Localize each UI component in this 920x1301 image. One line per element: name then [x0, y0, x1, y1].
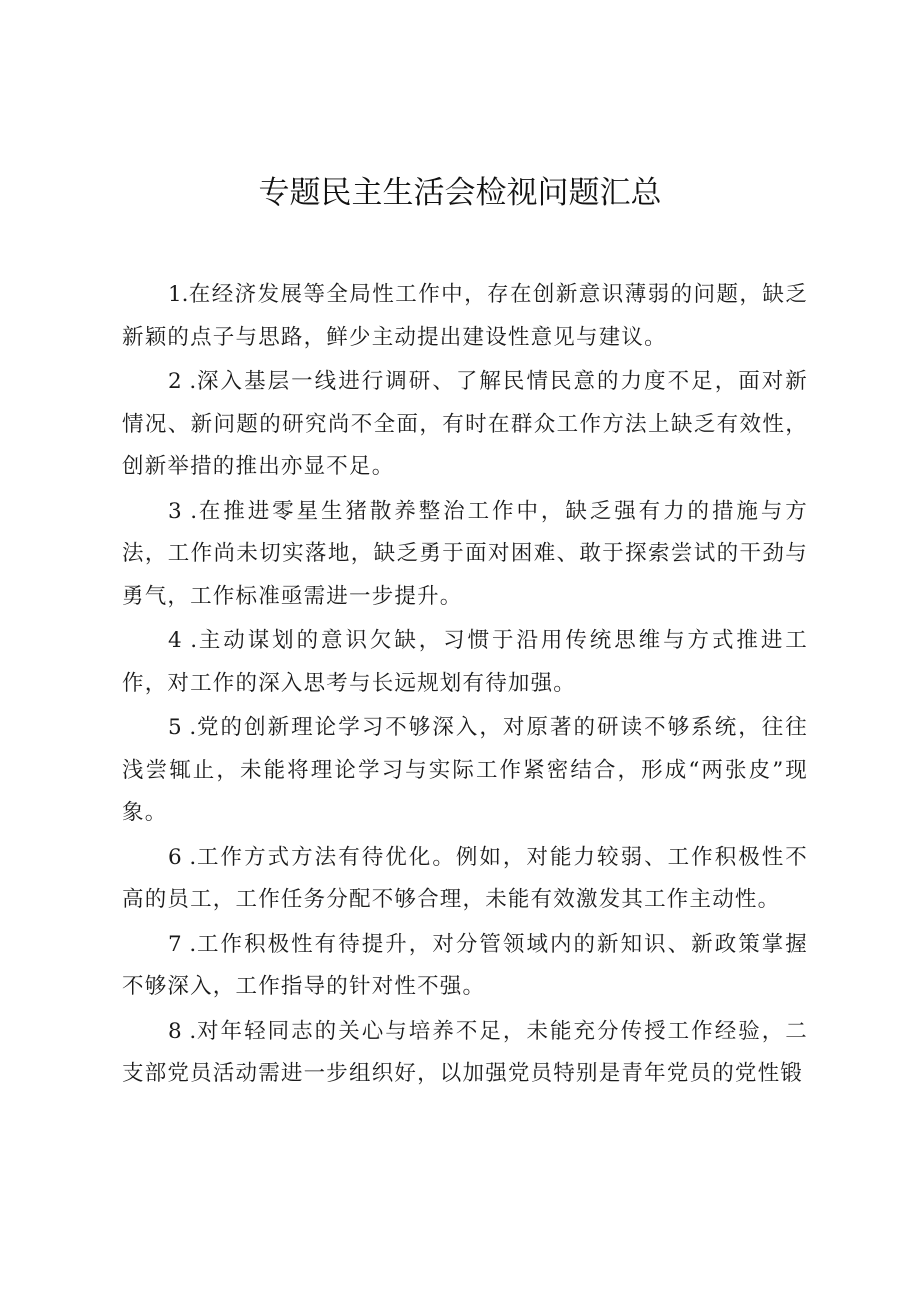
- item-number: 7 .: [168, 931, 197, 957]
- item-number: 6 .: [168, 844, 197, 870]
- list-item: [122, 924, 808, 1009]
- list-item: [122, 837, 808, 922]
- item-number: 3 .: [168, 498, 198, 524]
- item-text: 深入基层一线进行调研、了解民情民意的力度不足，面对新情况、新问题的研究尚不全面，有时在群众工作方法上缺乏有效性，创新举措的推出亦显不足。: [122, 369, 808, 479]
- item-text: 在经济发展等全局性工作中，存在创新意识薄弱的问题，缺乏新颖的点子与思路，鲜少主动提出建设性意见与建议。: [122, 282, 808, 350]
- item-text: 党的创新理论学习不够深入，对原著的研读不够系统，往往浅尝辄止，未能将理论学习与实际工作紧密结合，形成“两张皮”现象。: [122, 715, 808, 825]
- list-item: [122, 620, 808, 705]
- item-number: 5 .: [168, 715, 197, 740]
- item-text: 在推进零星生猪散养整治工作中，缺乏强有力的措施与方法，工作尚未切实落地，缺乏勇于面对困难、敢于探索尝试的干劲与勇气，工作标准亟需进一步提升。: [122, 498, 808, 609]
- list-item: [122, 707, 808, 835]
- item-text: 工作积极性有待提升，对分管领域内的新知识、新政策掌握不够深入，工作指导的针对性不强。: [122, 931, 808, 999]
- item-number: 8 .: [168, 1018, 197, 1044]
- list-item: [122, 361, 808, 489]
- list-item: [122, 491, 808, 619]
- list-item: [122, 274, 808, 359]
- item-text: 主动谋划的意识欠缺，习惯于沿用传统思维与方式推进工作，对工作的深入思考与长远规划有待加强。: [122, 628, 808, 696]
- document-title: 专题民主生活会检视问题汇总: [258, 175, 662, 211]
- document-body: [122, 274, 808, 1098]
- item-number: 2 .: [168, 369, 197, 394]
- item-text: 对年轻同志的关心与培养不足，未能充分传授工作经验，二支部党员活动需进一步组织好，以加强党员特别是青年党员的党性锻: [122, 1018, 808, 1086]
- item-number: 4 .: [168, 628, 198, 653]
- list-item: [122, 1011, 808, 1096]
- item-number: 1.: [168, 282, 189, 307]
- item-text: 工作方式方法有待优化。例如，对能力较弱、工作积极性不高的员工，工作任务分配不够合理，未能有效激发其工作主动性。: [122, 844, 808, 912]
